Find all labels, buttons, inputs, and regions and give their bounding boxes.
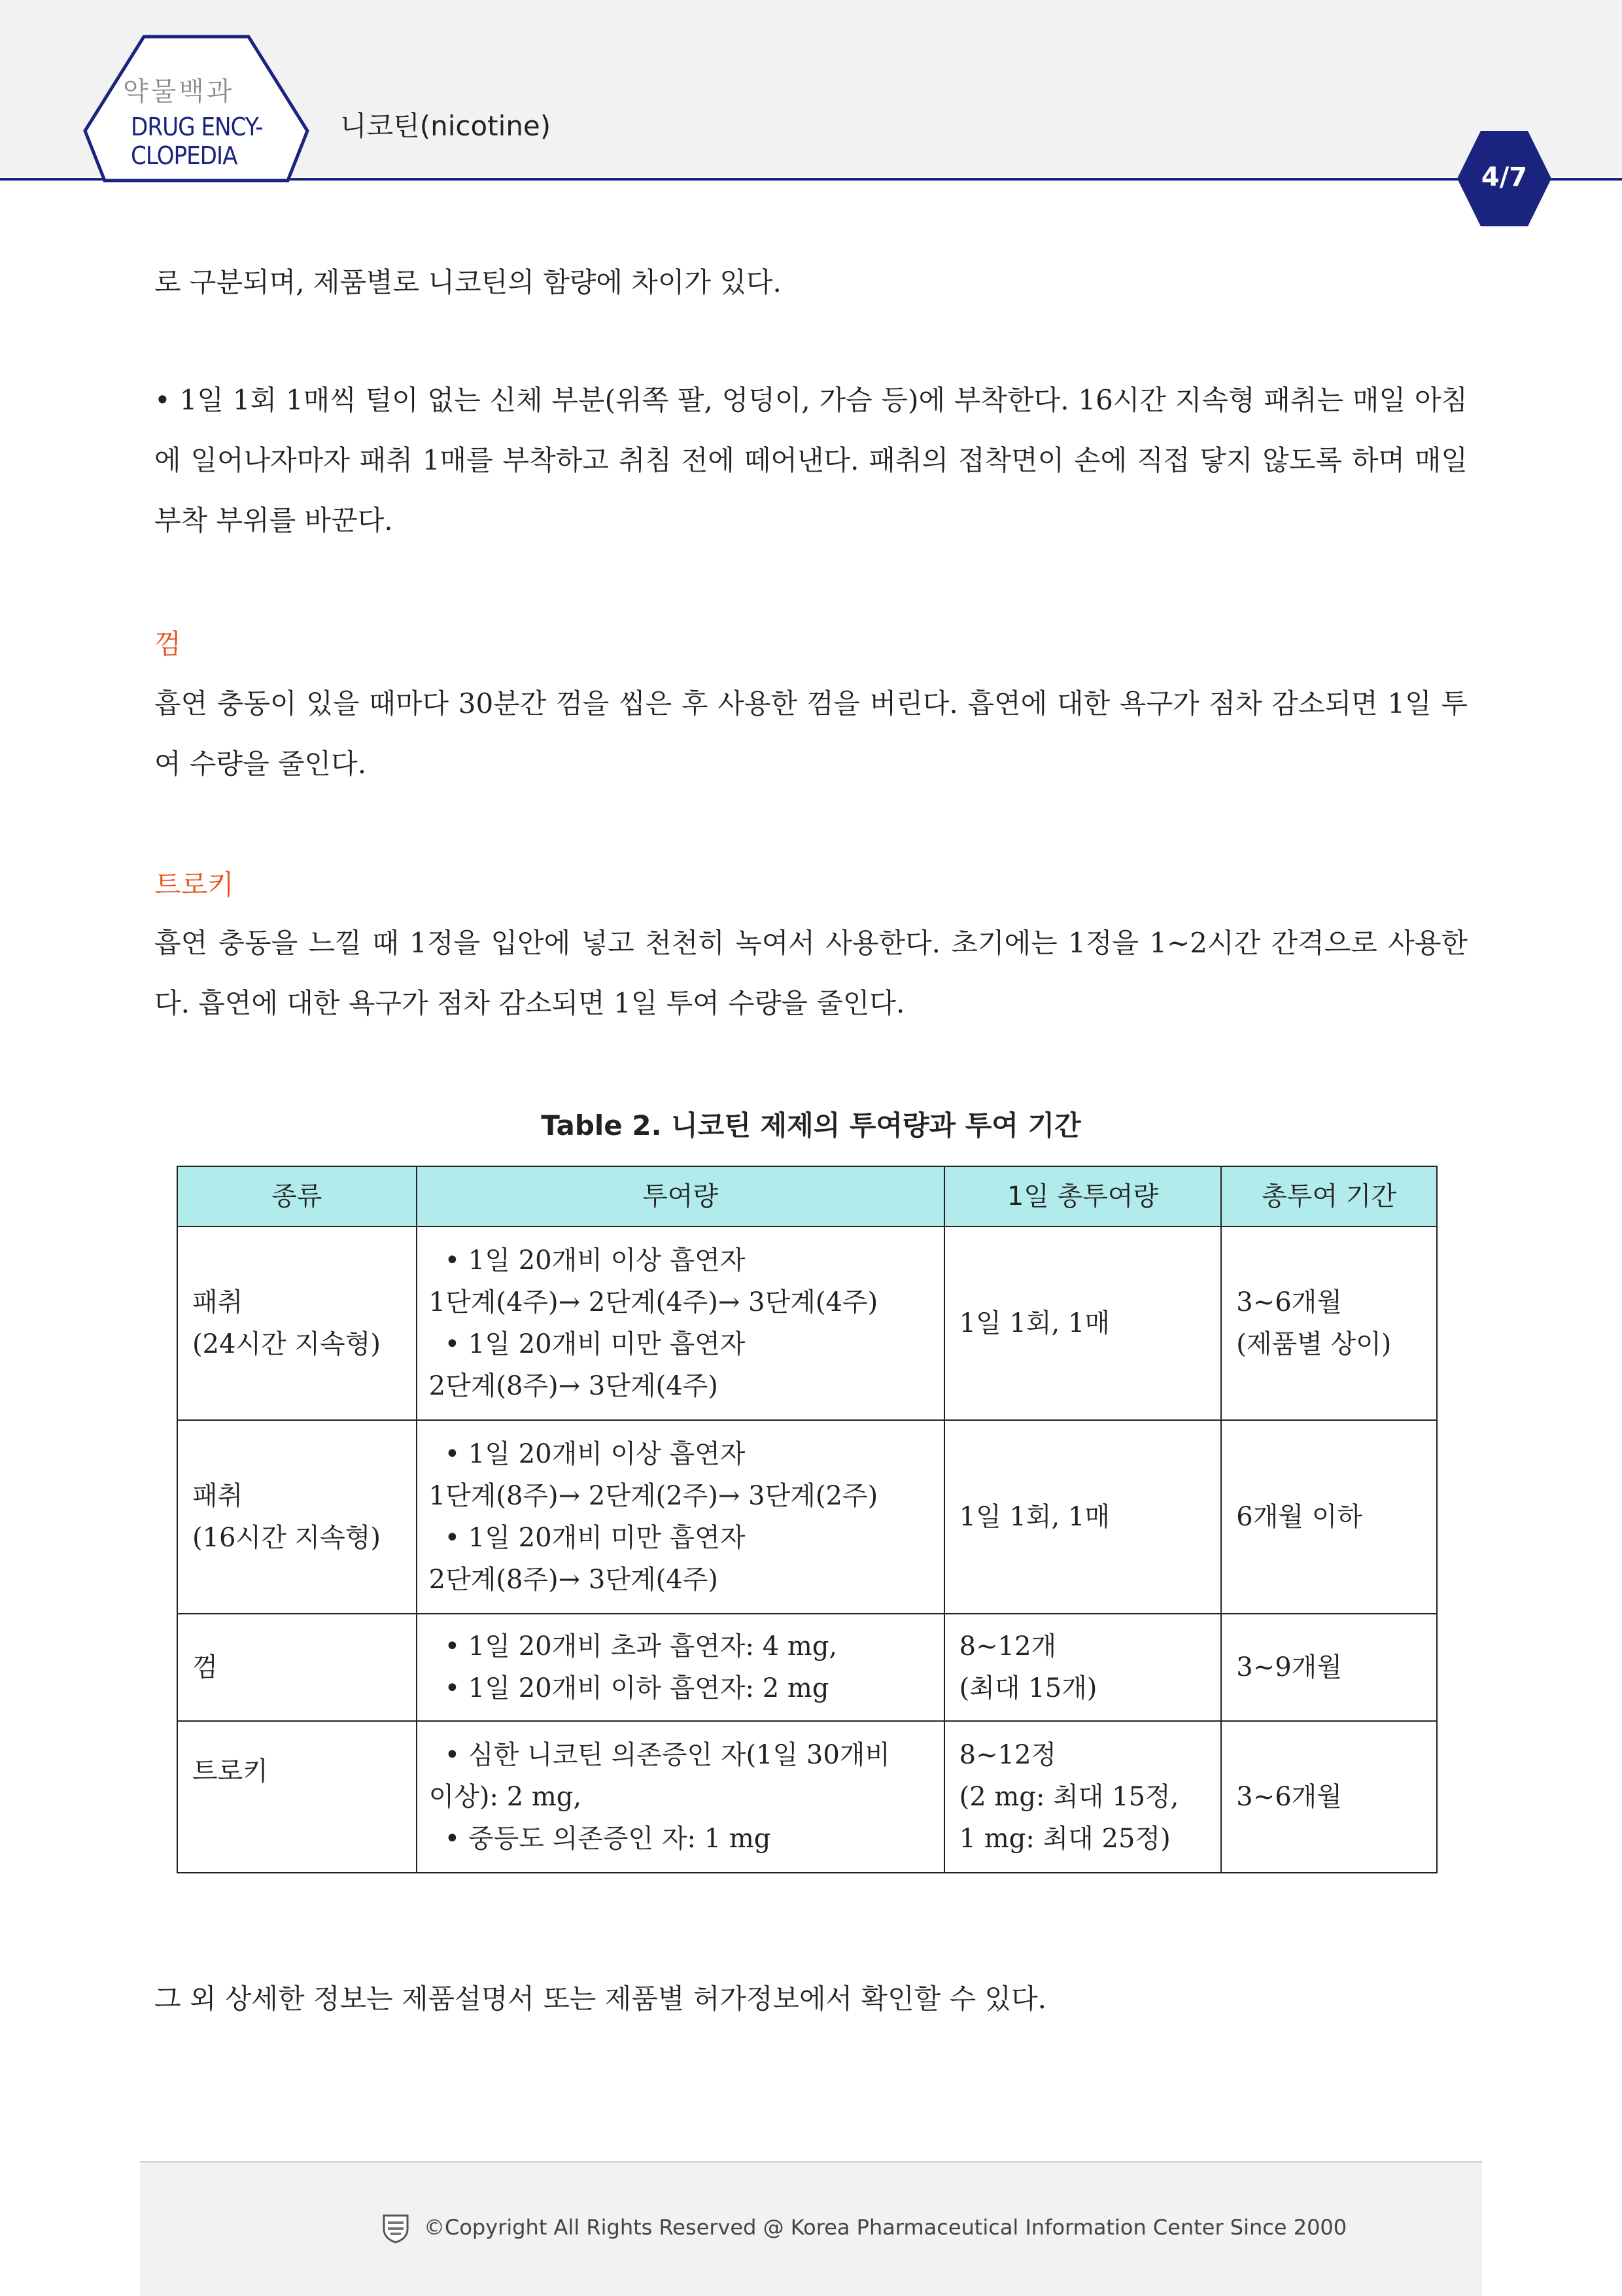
period-line: (제품별 상이) (1236, 1329, 1392, 1359)
dose-line: • 1일 20개비 이하 흡연자: 2 mg (444, 1673, 829, 1703)
type-cell (177, 1721, 417, 1873)
dose-line: 2단계(8주)→ 3단계(4주) (428, 1565, 718, 1595)
period-cell (1221, 1721, 1437, 1873)
daily-total-line: 8~12개 (959, 1631, 1057, 1661)
column-header: 총투여 기간 (1221, 1166, 1437, 1226)
column-header: 1일 총투여량 (944, 1166, 1222, 1226)
dose-line: • 1일 20개비 미만 흡연자 (444, 1523, 746, 1553)
period-cell (1221, 1226, 1437, 1420)
daily-total-line: 1일 1회, 1매 (959, 1308, 1111, 1338)
period-cell (1221, 1420, 1437, 1614)
type-name: 트로키 (192, 1756, 268, 1786)
daily-total-line: 8~12정 (959, 1740, 1057, 1770)
dose-line: 1단계(4주)→ 2단계(4주)→ 3단계(4주) (428, 1287, 878, 1317)
column-header: 투여량 (417, 1166, 944, 1226)
type-cell (177, 1614, 417, 1721)
copyright-text: ©Copyright All Rights Reserved @ Korea Pharmaceutical Information Center Since 2000 (424, 2215, 1347, 2240)
type-name: 껌 (192, 1652, 218, 1682)
table-row (177, 1614, 1437, 1721)
dose-line: 2단계(8주)→ 3단계(4주) (428, 1371, 718, 1401)
dose-cell (417, 1226, 944, 1420)
gum-heading: 껌 (154, 628, 181, 660)
type-cell (177, 1226, 417, 1420)
period-line: 6개월 이하 (1236, 1502, 1362, 1532)
column-header: 종류 (177, 1166, 417, 1226)
table-caption: Table 2. 니코틴 제제의 투여량과 투여 기간 (541, 1109, 1081, 1141)
period-line: 3~9개월 (1236, 1652, 1342, 1682)
dose-line: • 1일 20개비 초과 흡연자: 4 mg, (444, 1631, 838, 1661)
logo-english-text (131, 113, 263, 170)
type-detail: (24시간 지속형) (192, 1329, 381, 1359)
logo-en-line1: DRUG ENCY- (131, 113, 263, 141)
dosage-table (177, 1166, 1438, 1873)
dose-line: • 1일 20개비 미만 흡연자 (444, 1329, 746, 1359)
dose-line: • 1일 20개비 이상 흡연자 (444, 1439, 746, 1469)
daily-total-line: 1 mg: 최대 25정) (959, 1824, 1171, 1854)
document-title: 니코틴(nicotine) (340, 110, 551, 142)
dose-line: 이상): 2 mg, (428, 1782, 582, 1812)
paragraph-continued: 로 구분되며, 제품별로 니코틴의 함량에 차이가 있다. (154, 266, 782, 298)
closing-paragraph: 그 외 상세한 정보는 제품설명서 또는 제품별 허가정보에서 확인할 수 있다. (154, 1983, 1047, 2015)
type-name: 패취 (192, 1287, 243, 1317)
dose-line: • 심한 니코틴 의존증인 자(1일 30개비 (444, 1740, 891, 1770)
patch-usage-paragraph: • 1일 1회 1매씩 털이 없는 신체 부분(위쪽 팔, 엉덩이, 가슴 등)에 부착한다. 16시간 지속형 패취는 매일 아침에 일어나자마자 패취 1매를 부착하고 취침 전에 떼어낸다. 패취의 접착면이 손에 직접 닿지 않도록 하며 매일 부착 부위를 바꾼다. (154, 384, 1468, 536)
daily-total-cell (944, 1226, 1222, 1420)
dose-line: 1단계(8주)→ 2단계(2주)→ 3단계(2주) (428, 1481, 878, 1511)
table-row (177, 1420, 1437, 1614)
table-row (177, 1721, 1437, 1873)
table-row (177, 1226, 1437, 1420)
dose-cell (417, 1721, 944, 1873)
shield-emblem-icon (382, 2214, 409, 2244)
page-number: 4/7 (1481, 162, 1528, 192)
table-header-row (177, 1166, 1437, 1226)
period-line: 3~6개월 (1236, 1782, 1342, 1812)
troche-heading: 트로키 (154, 869, 234, 901)
gum-paragraph: 흡연 충동이 있을 때마다 30분간 껌을 씹은 후 사용한 껌을 버린다. 흡연에 대한 욕구가 점차 감소되면 1일 투여 수량을 줄인다. (154, 687, 1468, 780)
logo-korean-text: 약물백과 (123, 77, 235, 107)
logo-en-line2: CLOPEDIA (131, 141, 237, 170)
type-cell (177, 1420, 417, 1614)
daily-total-line: (2 mg: 최대 15정, (959, 1782, 1179, 1812)
type-name: 패취 (192, 1481, 243, 1511)
dose-line: • 중등도 의존증인 자: 1 mg (444, 1824, 771, 1854)
dose-line: • 1일 20개비 이상 흡연자 (444, 1245, 746, 1276)
troche-paragraph: 흡연 충동을 느낄 때 1정을 입안에 넣고 천천히 녹여서 사용한다. 초기에는 1정을 1~2시간 간격으로 사용한다. 흡연에 대한 욕구가 점차 감소되면 1일 투여 수량을 줄인다. (154, 927, 1468, 1019)
daily-total-cell (944, 1614, 1222, 1721)
period-cell (1221, 1614, 1437, 1721)
period-line: 3~6개월 (1236, 1287, 1342, 1317)
type-detail: (16시간 지속형) (192, 1523, 381, 1553)
daily-total-cell (944, 1721, 1222, 1873)
daily-total-line: (최대 15개) (959, 1673, 1097, 1703)
daily-total-line: 1일 1회, 1매 (959, 1502, 1111, 1532)
dose-cell (417, 1420, 944, 1614)
dose-cell (417, 1614, 944, 1721)
daily-total-cell (944, 1420, 1222, 1614)
